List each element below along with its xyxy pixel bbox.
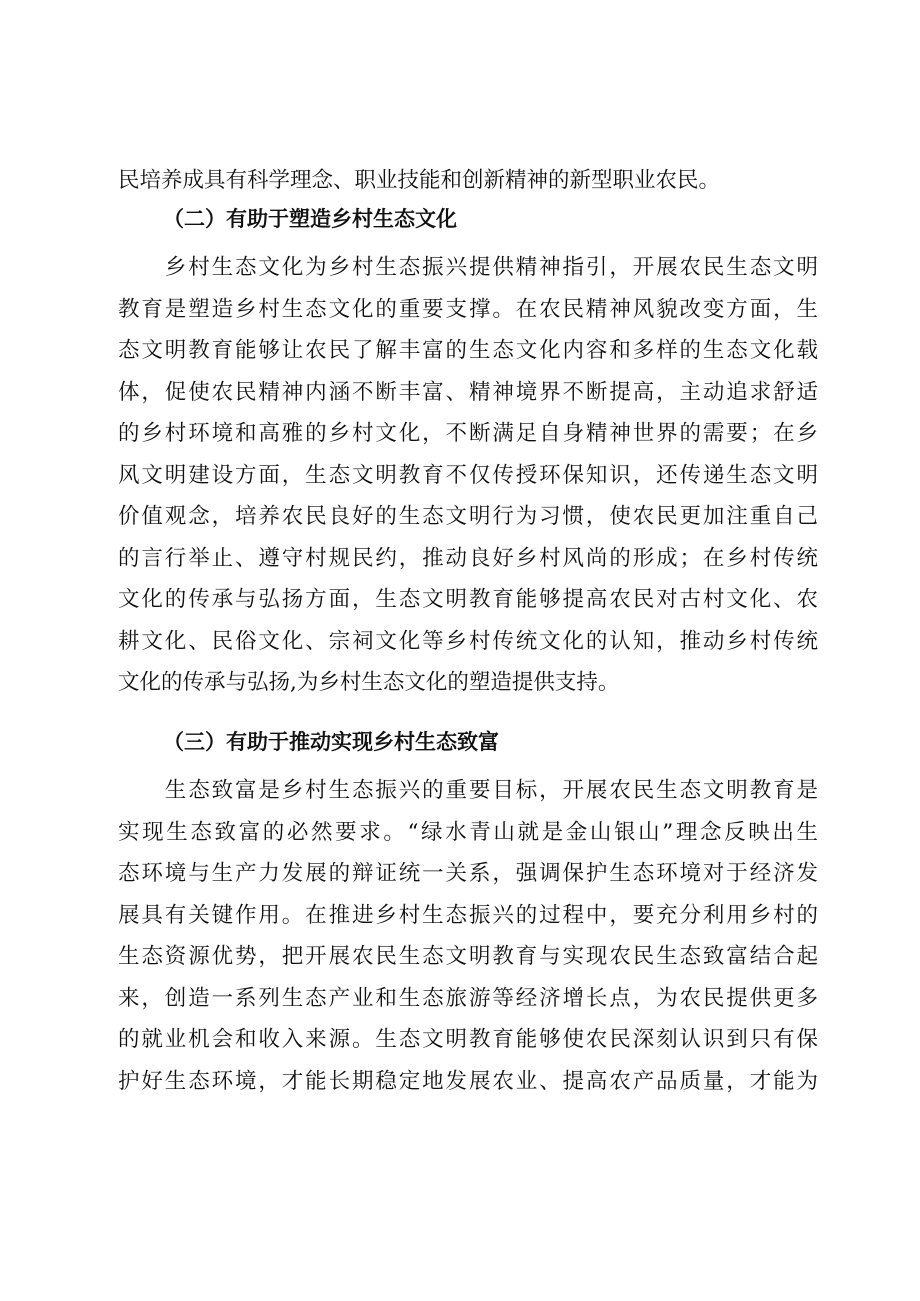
paragraph-ecological-prosperity [118, 770, 818, 1102]
text-line: 文化的传承与弘扬,为乡村生态文化的塑造提供支持。 [118, 670, 620, 695]
text-line: 乡村生态文化为乡村生态振兴提供精神指引，开展农民生态文明 [118, 255, 818, 280]
text-line: 的乡村环境和高雅的乡村文化，不断满足自身精神世界的需要；在乡 [118, 421, 818, 446]
text-line: 态文明教育能够让农民了解丰富的生态文化内容和多样的生态文化载 [118, 338, 818, 363]
text-line: 民培养成具有科学理念、职业技能和创新精神的新型职业农民。 [118, 168, 721, 193]
section-heading-3: （三）有助于推动实现乡村生态致富 [163, 730, 499, 754]
text-line: 耕文化、民俗文化、宗祠文化等乡村传统文化的认知，推动乡村传统 [118, 628, 818, 654]
text-line: 护好生态环境，才能长期稳定地发展农业、提高农产品质量，才能为 [118, 1068, 818, 1094]
text-line: 价值观念，培养农民良好的生态文明行为习惯，使农民更加注重自己 [118, 504, 818, 529]
text-line: 展具有关键作用。在推进乡村生态振兴的过程中，要充分利用乡村的 [118, 902, 818, 928]
text-line: 文化的传承与弘扬方面，生态文明教育能够提高农民对古村文化、农 [118, 587, 818, 612]
paragraph-continuation [118, 160, 818, 202]
text-line: 生态资源优势，把开展农民生态文明教育与实现农民生态致富结合起 [118, 944, 818, 969]
text-line: 的言行举止、遵守村规民约，推动良好乡村风尚的形成；在乡村传统 [118, 545, 818, 571]
text-line: 体，促使农民精神内涵不断丰富、精神境界不断提高，主动追求舒适 [118, 379, 818, 405]
paragraph-ecological-culture [118, 247, 818, 704]
text-line: 的就业机会和收入来源。生态文明教育能够使农民深刻认识到只有保 [118, 1027, 818, 1052]
text-line: 态环境与生产力发展的辩证统一关系，强调保护生态环境对于经济发 [118, 861, 818, 886]
text-line: 教育是塑造乡村生态文化的重要支撑。在农民精神风貌改变方面，生 [118, 296, 818, 322]
text-line: 生态致富是乡村生态振兴的重要目标，开展农民生态文明教育是 [118, 778, 818, 803]
text-line: 风文明建设方面，生态文明教育不仅传授环保知识，还传递生态文明 [118, 462, 818, 488]
text-line: 来，创造一系列生态产业和生态旅游等经济增长点，为农民提供更多 [118, 985, 818, 1011]
section-heading-2: （二）有助于塑造乡村生态文化 [163, 207, 457, 231]
text-line: 实现生态致富的必然要求。“绿水青山就是金山银山”理念反映出生 [118, 819, 818, 845]
